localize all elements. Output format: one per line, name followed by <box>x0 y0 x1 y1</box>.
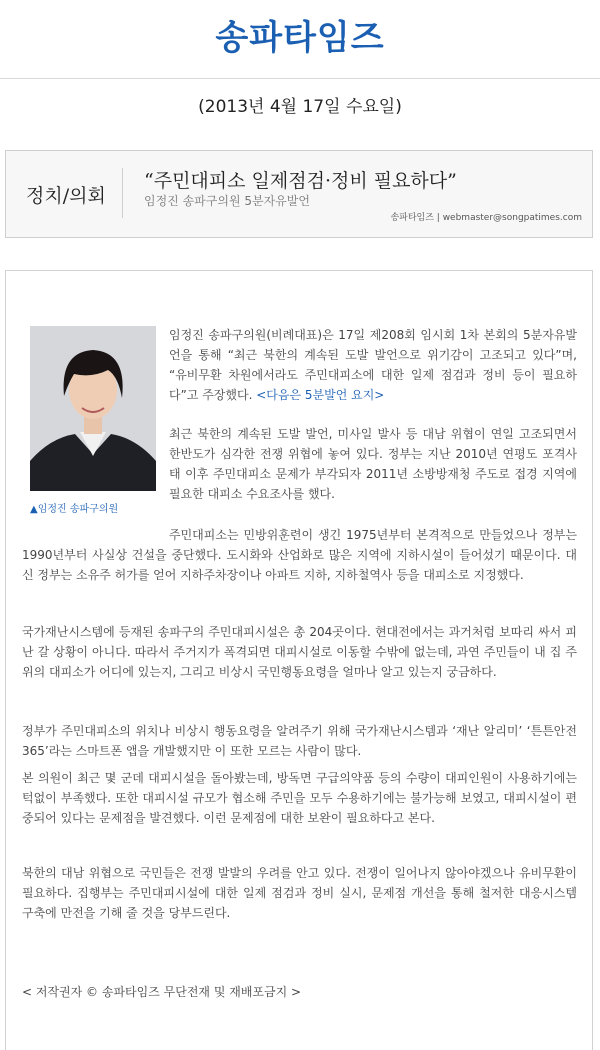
section-label: 정치/의회 <box>26 185 106 207</box>
article-credit: 송파타임즈 | webmaster@songpatimes.com <box>390 213 582 223</box>
article-paragraph-6: 본 의원이 최근 몇 군데 대피시설을 돌아봤는데, 방독면 구급의약품 등의 수량이 대피인원이 사용하기에는 턱없이 부족했다. 또한 대피시설 규모가 협소해 주민을 모두 수용하기에는 불가능해 보였고, 대피시설이 편중되어 있다는 문제점을 발견했다. 이런 문제점에 대한 보완이 필요하다고 본다. <box>22 771 577 825</box>
speech-summary-link[interactable]: <다음은 5분발언 요지> <box>256 388 385 402</box>
article-paragraph-1 <box>169 325 577 405</box>
issue-date: (2013년 4월 17일 수요일) <box>198 97 402 117</box>
masthead-divider <box>0 78 600 79</box>
article-paragraph-5: 정부가 주민대피소의 위치나 비상시 행동요령을 알려주기 위해 국가재난시스템과 ‘재난 알리미’ ‘튼튼안전 365’라는 스마트폰 앱을 개발했지만 이 또한 모르는 사람이 많다. <box>22 724 577 758</box>
header-divider <box>122 168 123 218</box>
article-paragraph-3: 주민대피소는 민방위훈련이 생긴 1975년부터 본격적으로 만들었으나 정부는 1990년부터 사실상 건설을 중단했다. 도시화와 산업화로 많은 지역에 지하시설이 들어섰기 때문이다. 대신 정부는 소유주 허가를 얻어 지하주차장이나 아파트 지하, 지하철역사 등을 대피소로 지정했다. <box>22 528 577 582</box>
copyright-notice: < 저작권자 © 송파타임즈 무단전재 및 재배포금지 > <box>22 985 302 999</box>
article-headline: “주민대피소 일제점검·정비 필요하다” <box>144 170 457 192</box>
article-subhead: 임정진 송파구의원 5분자유발언 <box>144 194 310 208</box>
article-paragraph-2: 최근 북한의 계속된 도발 발언, 미사일 발사 등 대남 위협이 연일 고조되면서 한반도가 심각한 전쟁 위협에 놓여 있다. 정부는 지난 2010년 연평도 포격사태 이후 주민대피소 문제가 부각되자 2011년 소방방재청 주도로 접경 지역에 필요한 대피소 수요조사를 했다. <box>169 427 577 501</box>
article-paragraph-4: 국가재난시스템에 등재된 송파구의 주민대피시설은 총 204곳이다. 현대전에서는 과거처럼 보따리 싸서 피난 갈 상황이 아니다. 따라서 주거지가 폭격되면 대피시설로 이동할 수밖에 없는데, 과연 주민들이 내 집 주위의 대피소가 어디에 있는지, 그리고 비상시 국민행동요령을 얼마나 알고 있는지 궁금하다. <box>22 625 577 679</box>
councilor-photo <box>30 326 156 491</box>
photo-caption: ▲임정진 송파구의원 <box>30 504 119 515</box>
masthead-logo[interactable]: 송파타임즈 <box>215 18 385 58</box>
paragraph-1-text: 임정진 송파구의원(비례대표)은 17일 제208회 임시회 1차 본회의 5분자유발언을 통해 “최근 북한의 계속된 도발 발언으로 위기감이 고조되고 있다”며, “유비무환 차원에서라도 주민대피소에 대한 일제 점검과 정비 등이 필요하다”고 주장했다. <box>169 328 577 402</box>
article-paragraph-7: 북한의 대남 위협으로 국민들은 전쟁 발발의 우려를 안고 있다. 전쟁이 일어나지 않아야겠으나 유비무환이 필요하다. 집행부는 주민대피시설에 대한 일제 점검과 정비 실시, 문제점 개선을 통해 철저한 대응시스템 구축에 만전을 기해 줄 것을 당부드린다. <box>22 866 577 920</box>
